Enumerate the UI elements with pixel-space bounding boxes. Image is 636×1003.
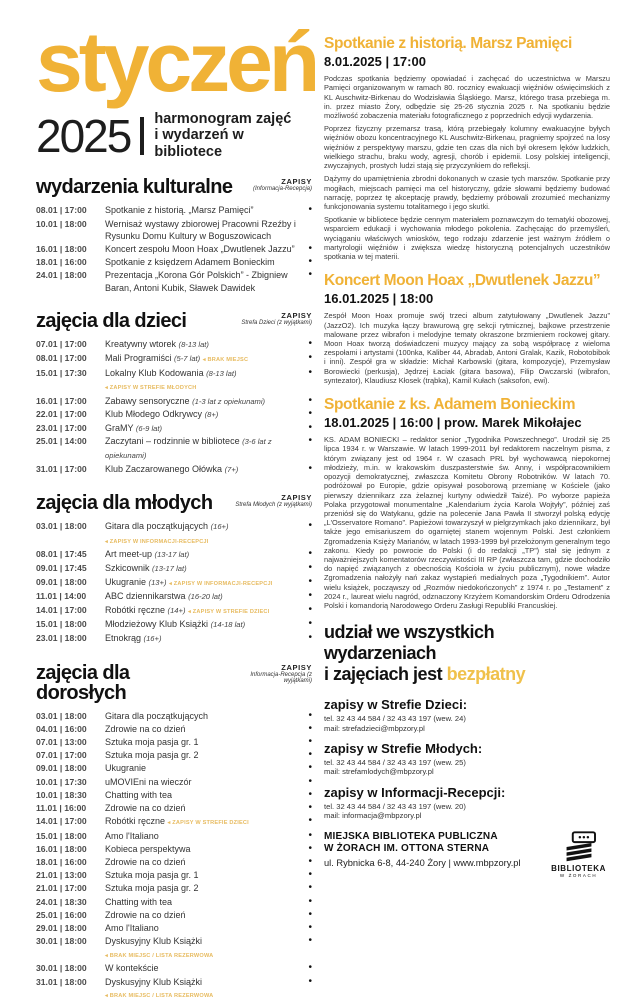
section-signup-note [222,663,312,684]
signup-contact-block [324,785,610,821]
event-title: Szkicownik (13-17 lat) [105,563,187,574]
bullet-dot: • [308,922,312,933]
event-title: Zdrowie na co dzień [105,857,186,868]
event-datetime: 03.01 | 18:00 [36,521,87,532]
event-row [36,395,312,409]
free-admission-line2 [324,664,610,685]
event-age-range: (14+) [167,605,186,615]
section-header [36,493,312,513]
signup-contact-block [324,741,610,777]
event-title: Prezentacja „Korona Gór Polskich” - Zbigniew Baran, Antoni Kubik, Sławek Dawidek [105,270,288,293]
section-title: zajęcia dla dorosłych [36,661,130,704]
event-datetime: 29.01 | 18:00 [36,923,87,933]
signup-label: ZAPISY [281,177,312,187]
article-paragraph: Spotkanie w bibliotece będzie cennym materiałem poznawczym do tematyki obozowej, wsparciem edukacji i wychowania młodego pokolenia. Zachęcając do przemyśleń, wyciąganiu właściwych wniosków, tego rodzaju zdarzenie jest ważnym źródłem o martyrologii więźniów i zwiększa wiedzę historyczną potencjalnych uczestników spotkania w tej materii. [324,215,610,261]
event-title: Mali Programiści (5-7 lat) ◂ BRAK MIEJSC [105,352,249,363]
bullet-dot: • [308,351,312,363]
event-title: Sztuka moja pasja gr. 1 [105,870,199,881]
bullet-dot: • [308,408,312,420]
event-row [36,632,312,646]
masthead-subtitle [154,111,312,161]
event-age-range: (8-13 lat) [206,368,237,378]
event-row [36,422,312,436]
bullet-dot: • [308,908,312,920]
article-datetime: 16.01.2025 | 18:00 [324,291,434,307]
event-row [36,922,312,935]
event-datetime: 04.01 | 16:00 [36,723,87,734]
article-paragraph: Podczas spotkania będziemy opowiadać i zachęcać do uczestnictwa w Marszu Pamięci organizowanym w ramach 80. rocznicy ewakuacji więźniów oświęcimskich z KL Auschwitz-Birkenau do Wodzisławia Śląskiego. Marsz, którego trasa przebiega m. in. przez miasto Żory, odbędzie się 25-26 stycznia 2025 r. Na spotkaniu będzie możliwość zobaczenia materiału fotograficznego z poprzednich edycji wydarzenia. [324,74,610,121]
event-title: GraMY (6-9 lat) [105,422,163,433]
event-title: Etnokrąg (16+) [105,633,162,643]
event-datetime: 23.01 | 18:00 [36,633,87,643]
event-row [36,789,312,802]
event-row [36,463,312,477]
event-datetime: 11.01 | 14:00 [36,591,87,602]
signup-location: Strefa Młodych (z wyjątkami) [235,502,312,509]
contact-heading: zapisy w Informacji-Recepcji: [324,784,506,800]
event-title: Chatting with tea [105,789,173,800]
event-age-range: (16+) [143,634,162,643]
left-column [0,0,317,1000]
bullet-dot: • [308,562,312,574]
event-title: Wernisaż wystawy zbiorowej Pracowni Rzeźby i Rysunku Domu Kultury w Boguszowicach [105,218,296,242]
bullet-dot: • [308,366,312,378]
event-row [36,435,312,462]
event-title: Zdrowie na co dzień [105,802,186,813]
event-age-range: (16+) [210,522,229,532]
article [324,397,610,610]
event-signup-exception: ◂ ZAPISY W STREFIE DZIECI [167,820,249,827]
contact-email: mail: strefadzieci@mbpzory.pl [324,723,425,733]
event-row [36,935,312,962]
event-title: Zaczytani – rodzinnie w bibliotece (3-6 lat z opiekunami) [105,436,272,461]
bullet-dot: • [308,394,312,406]
event-row [36,548,312,562]
bullet-dot: • [308,775,312,787]
event-age-range: (8+) [204,410,219,420]
event-age-range: (1-3 lat z opiekunami) [192,396,266,406]
library-logo [551,831,606,878]
signup-label: ZAPISY [281,662,312,672]
free-admission-note [324,622,610,685]
article-title: Spotkanie z historią. Marsz Pamięci [324,35,572,52]
event-title: Dyskusyjny Klub Książki ◂ BRAK MIEJSC / LISTA REZERWOWA [105,976,214,1000]
event-row [36,562,312,576]
event-age-range: (14-18 lat) [210,620,246,630]
contacts [324,697,610,820]
event-row [36,243,312,256]
bullet-dot: • [308,735,312,747]
event-row [36,896,312,909]
event-signup-exception: ◂ ZAPISY W INFORMACJI-RECEPCJI [105,538,209,545]
event-age-range: (13-17 lat) [152,564,187,574]
event-datetime: 16.01 | 18:00 [36,243,87,254]
event-title: Ukugranie [105,763,147,774]
event-signup-exception: ◂ ZAPISY W STREFIE MŁODYCH [105,385,197,392]
event-datetime: 11.01 | 16:00 [36,802,87,813]
event-row [36,830,312,843]
bullet-dot: • [308,632,312,643]
bullet-dot: • [308,242,312,254]
event-datetime: 18.01 | 16:00 [36,857,87,868]
event-age-range: (3-6 lat z opiekunami) [105,437,272,461]
masthead-subtitle-line1: harmonogram zajęć [154,110,292,127]
event-row [36,882,312,895]
article-datetime: 18.01.2025 | 16:00 | prow. Marek Mikołajec [324,415,582,431]
library-logo-text: BIBLIOTEKA [551,863,606,873]
event-title: Kreatywny wtorek (8-13 lat) [105,339,209,350]
event-row [36,909,312,922]
signup-contact-block [324,697,610,733]
library-info [324,831,521,868]
event-datetime: 31.01 | 18:00 [36,976,87,987]
event-datetime: 31.01 | 17:00 [36,463,87,474]
bullet-dot: • [308,603,312,615]
event-title: uMOVIEni na wieczór [105,776,192,787]
masthead-year: 2025 [36,109,131,162]
event-row [36,352,312,367]
event-title: Młodzieżowy Klub Książki (14-18 lat) [105,619,246,630]
articles [324,36,610,610]
contact-heading: zapisy w Strefie Dzieci: [324,697,468,713]
signup-location: (Informacja-Recepcja) [252,186,312,193]
event-row [36,367,312,395]
event-datetime: 14.01 | 17:00 [36,604,87,615]
bullet-dot: • [308,882,312,894]
event-row [36,869,312,882]
event-datetime: 30.01 | 18:00 [36,963,87,974]
article-paragraph: Poprzez fizyczny przemarsz trasą, którą przebiegały kolumny ewakuacyjne byłych więźniów obozu koncentracyjnego KL Auschwitz-Birkenau, pragniemy spojrzeć na losy więźniów z perspektywy marszu, gdzie ten czas dla nich był okresem lęków ludzkich, wielkiego strachu, braku wody, agresji, chorób i epidemii. Losy polskiej inteligencji, zwyczajnych, prostych ludzi stają się przyczynkiem do refleksji. [324,124,610,171]
contact-heading: zapisy w Strefie Młodych: [324,740,483,756]
event-datetime: 07.01 | 13:00 [36,736,87,747]
signup-location: Strefa Dzieci (z wyjątkami) [241,320,312,327]
event-title: Amo l'Italiano [105,830,159,841]
event-title: Kobieca perspektywa [105,843,191,854]
masthead-divider [140,117,144,155]
event-age-range: (8-13 lat) [178,340,209,350]
contact-email: mail: strefamlodych@mbpzory.pl [324,767,434,777]
bullet-dot: • [308,269,312,281]
bullet-dot: • [308,462,312,474]
event-section [36,311,312,476]
event-section [36,177,312,294]
event-datetime: 10.01 | 17:30 [36,776,87,787]
event-row [36,962,312,975]
masthead-row [36,111,312,161]
event-datetime: 22.01 | 17:00 [36,409,87,420]
event-title: W kontekście [105,963,159,974]
event-datetime: 07.01 | 17:00 [36,339,87,350]
section-title: zajęcia dla młodych [36,492,213,515]
free-admission-line2-text: i zajęciach jest [324,664,443,685]
event-datetime: 09.01 | 18:00 [36,576,87,587]
free-admission-highlight: bezpłatny [446,664,526,685]
event-datetime: 09.01 | 17:45 [36,563,87,574]
event-title: Koncert zespołu Moon Hoax „Dwutlenek Jazzu” [105,243,295,254]
bullet-dot: • [308,829,312,841]
contact-email: mail: informacja@mbpzory.pl [324,811,422,821]
event-datetime: 09.01 | 18:00 [36,763,87,774]
bullet-dot: • [308,801,312,813]
event-row [36,256,312,269]
event-title: Sztuka moja pasja gr. 2 [105,750,199,761]
footer [324,831,610,878]
signup-location: Informacja-Recepcja (z wyjątkami) [250,671,312,684]
bullet-dot: • [308,548,312,560]
event-datetime: 15.01 | 18:00 [36,619,87,630]
event-row [36,723,312,736]
event-title: Sztuka moja pasja gr. 1 [105,736,199,747]
event-row [36,802,312,815]
event-datetime: 30.01 | 18:00 [36,936,87,947]
bullet-dot: • [308,895,312,907]
event-datetime: 25.01 | 16:00 [36,909,87,920]
event-age-range: (13-17 lat) [154,550,190,560]
event-row [36,618,312,632]
event-datetime: 10.01 | 18:00 [36,218,87,229]
article [324,273,610,385]
article-datetime: 8.01.2025 | 17:00 [324,54,426,70]
right-column [312,0,636,900]
event-row [36,815,312,830]
section-signup-note [235,493,312,508]
event-datetime: 23.01 | 17:00 [36,422,87,433]
contact-phone: tel. 32 43 44 584 / 32 43 43 197 (wew. 25) [324,757,466,767]
event-title: Art meet-up (13-17 lat) [105,549,190,560]
bullet-dot: • [308,842,312,854]
bullet-dot: • [308,975,312,987]
event-datetime: 08.01 | 17:00 [36,352,87,363]
library-name-line2: W ŻORACH IM. OTTONA STERNA [324,842,490,854]
bullet-dot: • [308,520,312,532]
article [324,36,610,261]
event-row [36,590,312,604]
event-signup-exception: ◂ ZAPISY W INFORMACJI-RECEPCJI [169,580,273,587]
bullet-dot: • [308,749,312,761]
event-age-range: (5-7 lat) [174,353,201,363]
bullet-dot: • [308,815,312,827]
event-row [36,976,312,1003]
event-datetime: 18.01 | 16:00 [36,256,87,267]
article-paragraph: Zespół Moon Hoax promuje swój trzeci album zatytułowany „Dwutlenek Jazzu” (JazzO2). Ich muzyka łączy brawurową grę sekcji rytmicznej, bajkowe przestrzenie malowane przez wibrafon i melodyjne tematy okraszone brzmieniem rockowej gitary. Moon Hoax tworzą doświadczeni muzycy mający za sobą współpracę z wieloma zespołami i artystami (100nka, Kaliber 44, Abradab, Antoni Gralak, Kazik, Robotobibok i inni). Zespół gra w składzie: Michał Karbowski (gitara, kompozycje), Przemysław Borowiecki (perkusja), Jędrzej Łaciak (gitara basowa), Filip Owczarski (wibrafon, syntezator), Klaudiusz Kłosek (trąbka), Kamil Kułach (saksofon, ewi). [324,311,610,385]
event-datetime: 24.01 | 18:00 [36,270,87,281]
bullet-dot: • [308,722,312,734]
event-datetime: 14.01 | 17:00 [36,816,87,827]
event-title: Klub Zaczarowanego Ołówka (7+) [105,463,239,474]
event-datetime: 21.01 | 13:00 [36,870,87,881]
event-title: Robótki ręczne ◂ ZAPISY W STREFIE DZIECI [105,816,249,827]
event-title: Spotkanie z historią. „Marsz Pamięci” [105,205,254,216]
event-row [36,269,312,294]
event-datetime: 07.01 | 17:00 [36,750,87,761]
bullet-dot: • [308,255,312,267]
event-datetime: 16.01 | 18:00 [36,843,87,854]
event-datetime: 16.01 | 17:00 [36,395,87,406]
bullet-dot: • [308,762,312,774]
library-logo-subtext: W ŻORACH [559,872,598,878]
event-row [36,776,312,789]
bullet-dot: • [308,935,312,947]
event-datetime: 08.01 | 17:45 [36,549,87,560]
event-datetime: 24.01 | 18:30 [36,896,87,907]
event-datetime: 15.01 | 17:30 [36,367,87,378]
event-title: Chatting with tea [105,896,173,907]
bullet-dot: • [308,788,312,800]
free-admission-line1: udział we wszystkich wydarzeniach [324,622,495,664]
masthead-subtitle-line2: i wydarzeń w bibliotece [154,127,244,160]
event-row [36,710,312,723]
contact-phone: tel. 32 43 44 584 / 32 43 43 197 (wew. 20) [324,801,466,811]
section-signup-note [253,177,312,192]
event-datetime: 21.01 | 17:00 [36,883,87,894]
event-row [36,736,312,749]
bullet-dot: • [308,962,312,974]
bullet-dot: • [308,618,312,630]
contact-phone: tel. 32 43 44 584 / 32 43 43 197 (wew. 24) [324,714,466,724]
event-datetime: 15.01 | 18:00 [36,830,87,841]
bullet-dot: • [308,856,312,868]
event-row [36,408,312,422]
event-age-range: (16-20 lat) [188,592,223,602]
masthead-month: styczeń [36,15,317,109]
article-title: Koncert Moon Hoax „Dwutlenek Jazzu” [324,272,601,290]
event-datetime: 08.01 | 17:00 [36,205,87,216]
section-signup-note [241,311,312,326]
event-row [36,576,312,591]
event-datetime: 03.01 | 18:00 [36,710,87,721]
event-title: Robótki ręczne (14+) ◂ ZAPISY W STREFIE DZIECI [105,604,270,615]
signup-label: ZAPISY [281,311,312,321]
section-title: zajęcia dla dzieci [36,310,187,333]
event-age-range: (6-9 lat) [135,423,163,433]
event-row [36,843,312,856]
event-row [36,204,312,217]
event-row [36,218,312,243]
event-row [36,604,312,619]
event-title: Spotkanie z księdzem Adamem Bonieckim [105,256,275,267]
article-paragraph: Dążymy do upamiętnienia zbrodni dokonanych w czasie tych marszów. Spotkanie przy mogiłach, miejscach pamięci ma cel historyczny, gdzie słowami będziemy budować narrację, poprzez tę akceptację prawdy, będziemy próbowali zrozumieć mechanizmy funkcjonowania systemu totalitarnego i jego skutki. [324,174,610,211]
event-title: Sztuka moja pasja gr. 2 [105,883,199,894]
section-header [36,177,312,197]
event-title: Ukugranie (13+) ◂ ZAPISY W INFORMACJI-RECEPCJI [105,576,273,587]
bullet-dot: • [308,575,312,587]
bullet-dot: • [308,204,312,216]
event-section [36,493,312,645]
bullet-dot: • [308,435,312,447]
event-title: Lokalny Klub Kodowania (8-13 lat) ◂ ZAPISY W STREFIE MŁODYCH [105,367,237,392]
event-title: Amo l'Italiano [105,923,159,933]
article-title: Spotkanie z ks. Adamem Bonieckim [324,396,576,414]
library-address: ul. Rybnicka 6-8, 44-240 Żory | www.mbpzory.pl [324,857,521,868]
section-header [36,663,312,703]
signup-label: ZAPISY [281,493,312,503]
event-age-range: (13+) [148,577,167,587]
left-sections [36,177,312,1002]
event-age-range: (7+) [224,464,239,474]
event-datetime: 10.01 | 18:30 [36,789,87,800]
event-title: Dyskusyjny Klub Książki ◂ BRAK MIEJSC / LISTA REZERWOWA [105,936,214,959]
bullet-dot: • [308,869,312,881]
event-row [36,749,312,762]
bullet-dot: • [308,709,312,721]
event-row [36,856,312,869]
event-title: Gitara dla początkujących (16+) ◂ ZAPISY W INFORMACJI-RECEPCJI [105,521,229,545]
bullet-dot: • [308,338,312,350]
library-logo-icon [561,831,597,863]
event-section [36,663,312,1003]
event-row [36,338,312,352]
section-header [36,311,312,331]
event-signup-exception: ◂ BRAK MIEJSC [202,356,249,363]
event-title: Zdrowie na co dzień [105,909,186,920]
event-title: Gitara dla początkujących [105,710,209,721]
event-signup-exception: ◂ BRAK MIEJSC / LISTA REZERWOWA [105,993,214,1000]
event-title: Zabawy sensoryczne (1-3 lat z opiekunami) [105,395,266,406]
event-row [36,520,312,548]
article-paragraph: KS. ADAM BONIECKI – redaktor senior „Tygodnika Powszechnego”. Urodził się 25 lipca 1934 r. w Warszawie. W latach 1999-2011 był redaktorem naczelnym pisma, z którym związany jest od 1964 r. W czasach PRL był wychowawcą niepokornej młodzieży, m.in. w krakowskim duszpasterstwie św. Anny, i współpracownikiem opozycji demokratycznej, zwłaszcza Komitetu Obrony Robotników. W latach 70. podróżował po Europie, gdzie opisywał posoborową przemianę w Kościele (jako pierwszy dziennikarz zza żelaznej kurtyny odwiedził Taizé). Po wyborze papieża Polaka przygotował monumentalne „Kalendarium życia Karola Wojtyły”, później zaś przeniósł się do Watykanu, gdzie na polecenie Jana Pawła II stworzył polską edycję „L'Osservatore Romano”. Papieżowi towarzyszył w pielgrzymkach jako dziennikarz, był także jego emisariuszem do ogarniętej stanem wojennym Polski. Jest członkiem Zgromadzenia Księży Marianów, w latach 1993-1999 był przełożonym generalnym tego zakonu. Kiedy po powrocie do Polski (i do redakcji „TP”) stał się jednym z najważniejszych komentatorów rzeczywistości III RP (zwłaszcza tam, gdzie dochodziło do napięć związanych z obecnością Kościoła w życiu publicznym), nowe władze Zgromadzenia nałożyły nań zakaz wystąpień medialnych poza „Tygodnikiem”. Autor wielu książek, począwszy od „Rozmów niedokończonych” z 1974 r. po „Testament” z 2024 r., laureat wielu nagród, odznaczony Krzyżem Komandorskim Orderu Odrodzenia Polski i komandorią Narodowego Orderu Zasługi Republiki Francuskiej. [324,435,610,610]
event-title: Klub Młodego Odkrywcy (8+) [105,409,219,420]
section-title: wydarzenia kulturalne [36,176,233,199]
bullet-dot: • [308,421,312,433]
event-signup-exception: ◂ ZAPISY W STREFIE DZIECI [188,608,270,615]
event-datetime: 25.01 | 14:00 [36,436,87,447]
event-title: ABC dziennikarstwa (16-20 lat) [105,591,223,602]
event-signup-exception: ◂ BRAK MIEJSC / LISTA REZERWOWA [105,952,214,959]
library-name-line1: MIEJSKA BIBLIOTEKA PUBLICZNA [324,830,498,842]
event-title: Zdrowie na co dzień [105,723,186,734]
bullet-dot: • [308,590,312,602]
event-row [36,762,312,775]
